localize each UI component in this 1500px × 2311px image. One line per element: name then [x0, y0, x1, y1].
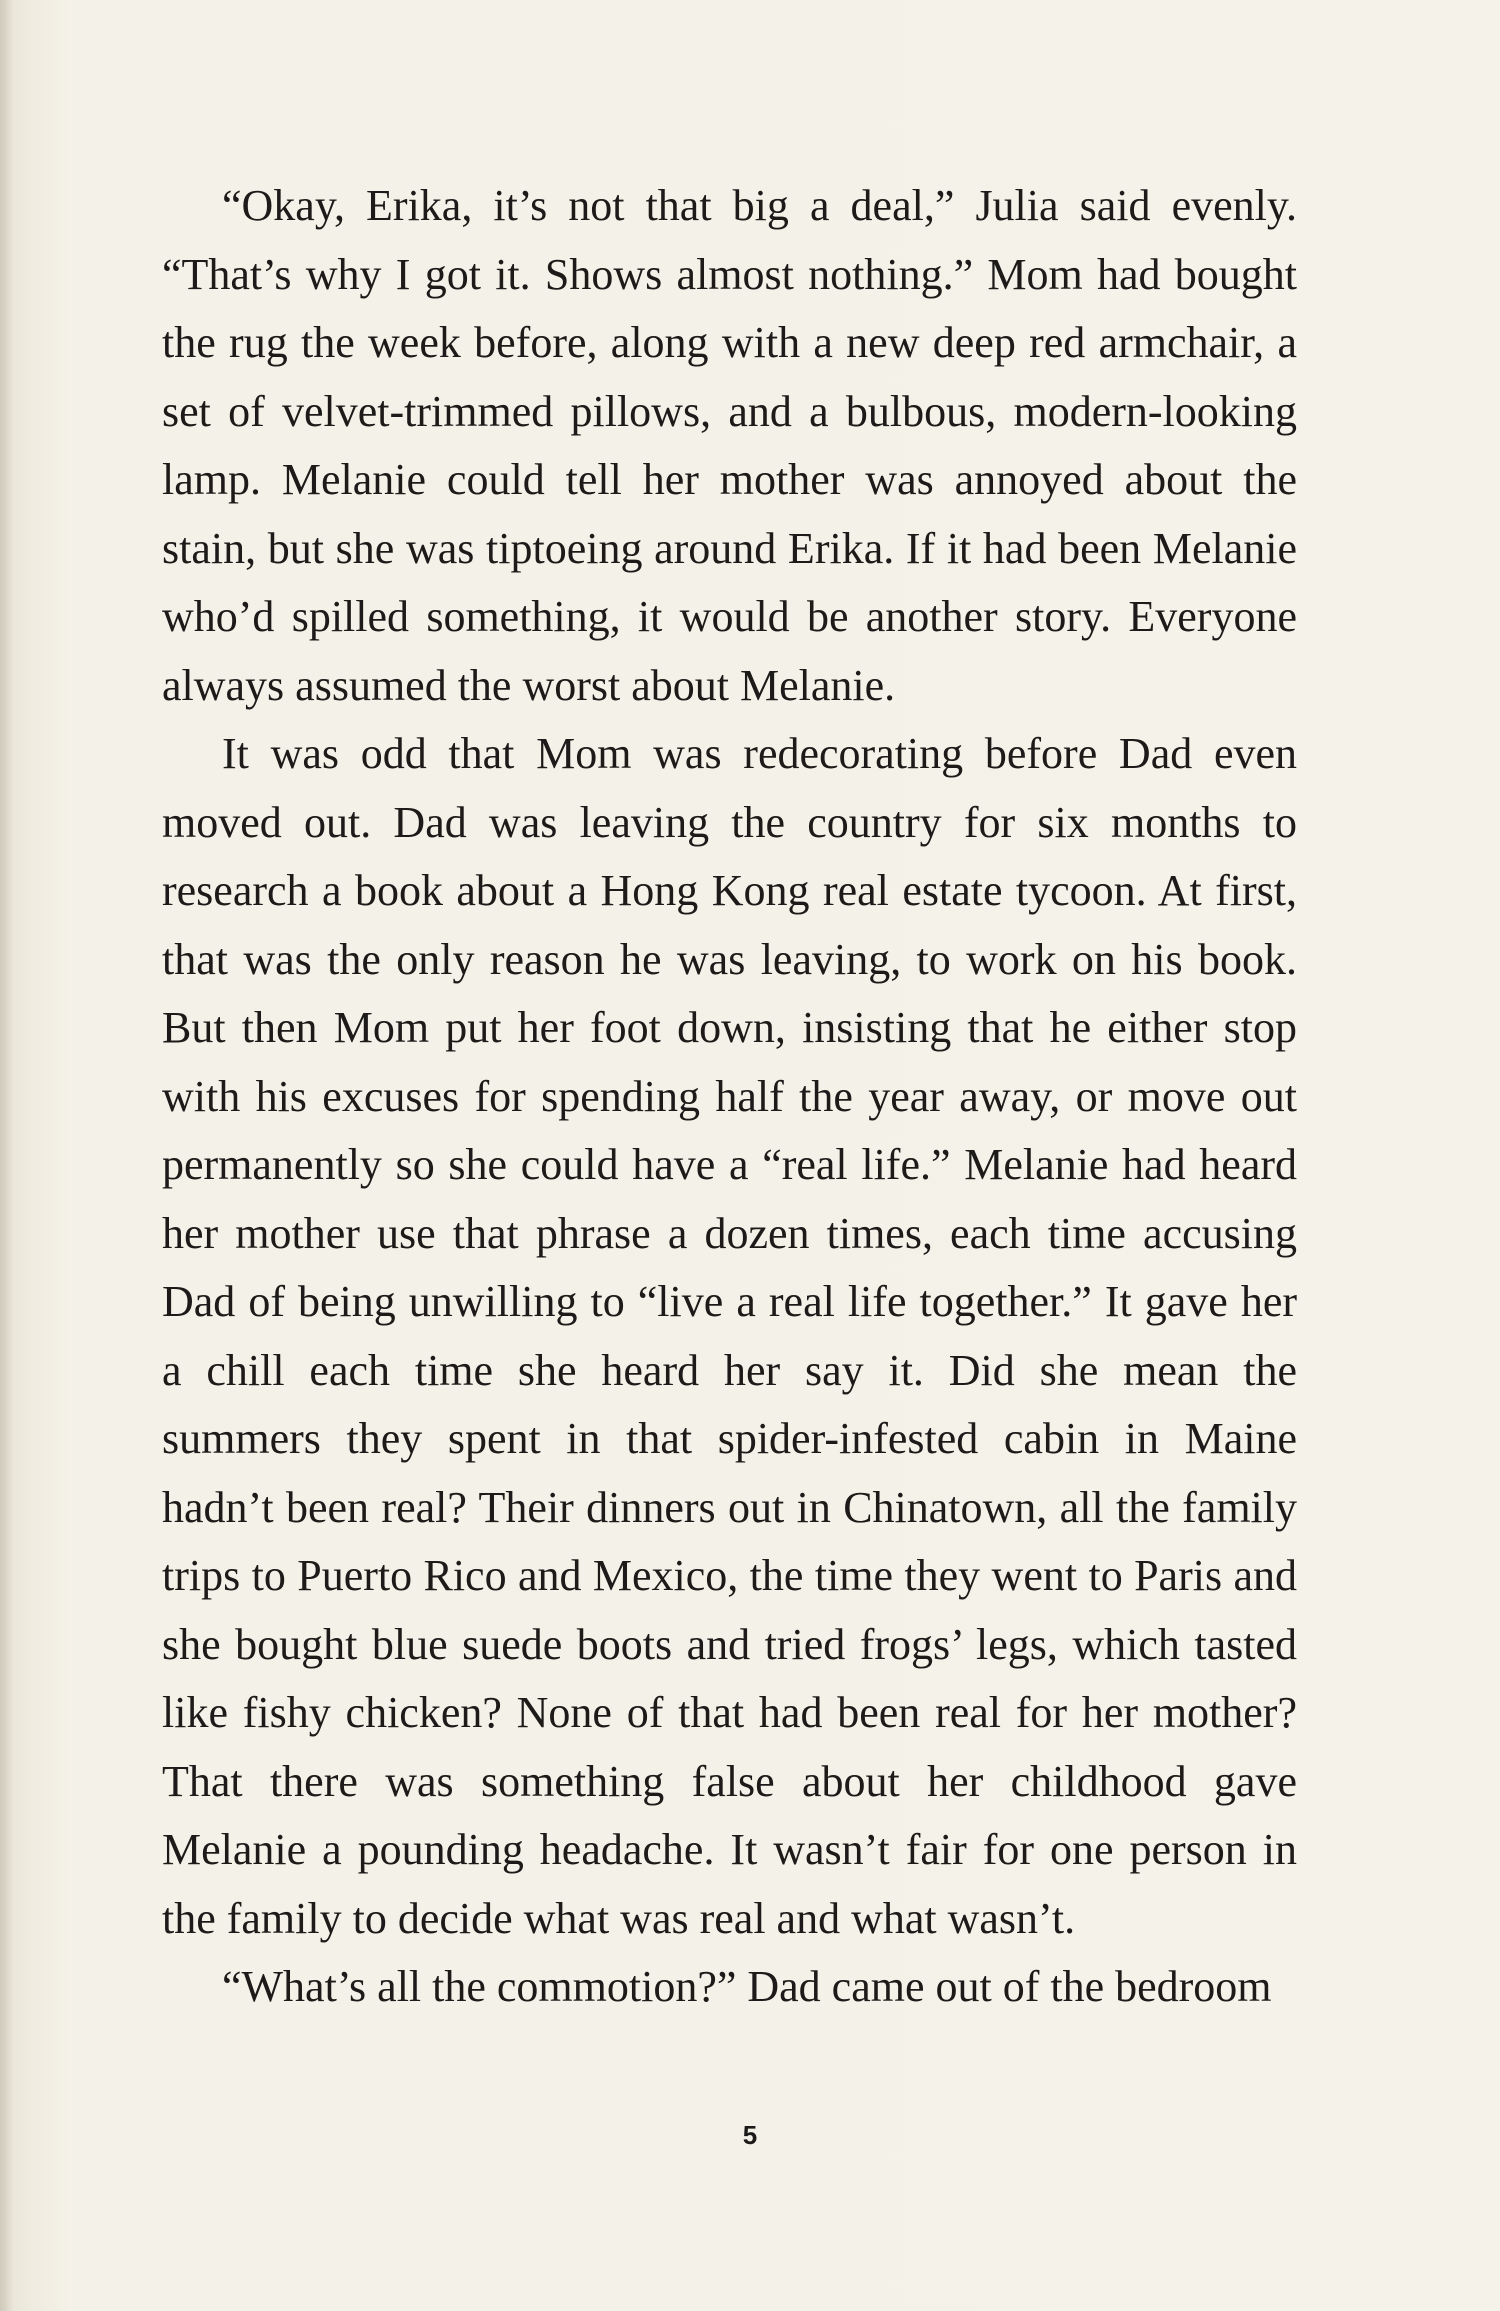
- body-text: [162, 172, 1297, 2022]
- paragraph-3: “What’s all the commotion?” Dad came out of the bedroom: [222, 1962, 1272, 2011]
- paragraph-2: It was odd that Mom was redecorating before Dad even moved out. Dad was leaving the country for six months to research a book about a Hong Kong real estate tycoon. At first, that was the only reason he was leaving, to work on his book. But then Mom put her foot down, insisting that he either stop with his excuses for spending half the year away, or move out permanently so she could have a “real life.” Melanie had heard her mother use that phrase a dozen times, each time accusing Dad of being unwilling to “live a real life together.” It gave her a chill each time she heard her say it. Did she mean the summers they spent in that spider-infested cabin in Maine hadn’t been real? Their dinners out in Chinatown, all the family trips to Puerto Rico and Mexico, the time they went to Paris and she bought blue suede boots and tried frogs’ legs, which tasted like fishy chicken? None of that had been real for her mother? That there was something false about her childhood gave Melanie a pounding headache. It wasn’t fair for one person in the family to decide what was real and what wasn’t.: [162, 729, 1297, 1943]
- gutter-shadow: [0, 0, 14, 2311]
- paragraph-1: “Okay, Erika, it’s not that big a deal,” Julia said evenly. “That’s why I got it. Shows almost nothing.” Mom had bought the rug the week before, along with a new deep red armchair, a set of velvet-trimmed pillows, and a bulbous, modern-looking lamp. Melanie could tell her mother was annoyed about the stain, but she was tiptoeing around Erika. If it had been Melanie who’d spilled something, it would be another story. Everyone always assumed the worst about Melanie.: [162, 181, 1297, 710]
- page-number: 5: [742, 2120, 758, 2150]
